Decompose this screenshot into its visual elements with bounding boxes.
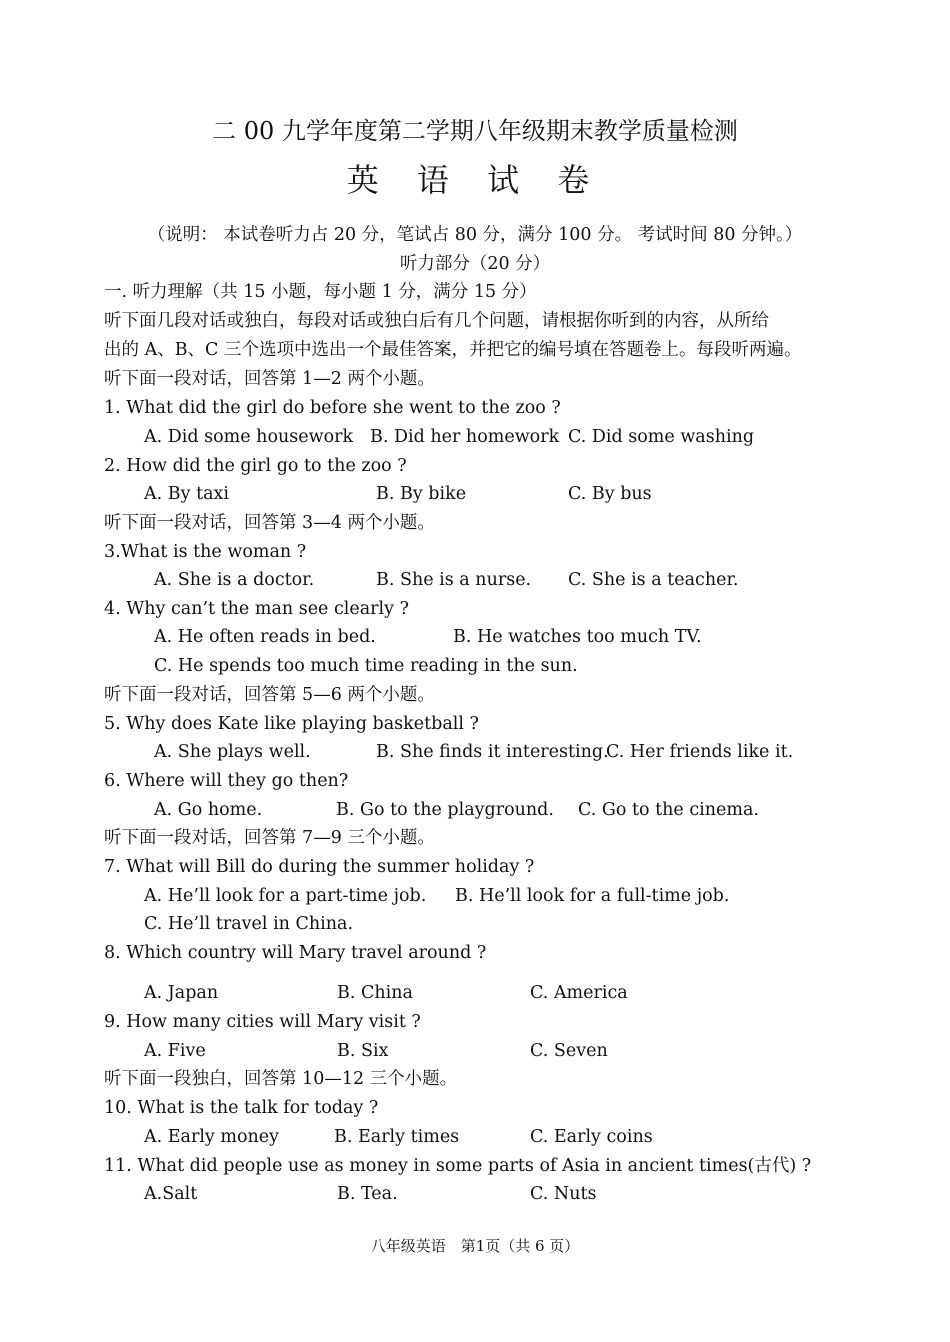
question-10: 10. What is the talk for today ? [104, 1098, 379, 1118]
option-2a: A. By taxi [144, 484, 230, 504]
option-10a: A. Early money [144, 1127, 280, 1147]
exam-note: （说明： 本试卷听力占 20 分，笔试占 80 分，满分 100 分。 考试时间 80 分钟。） [147, 225, 803, 245]
option-5a: A. She plays well. [154, 742, 311, 762]
option-4b: B. He watches too much TV. [453, 627, 702, 647]
question-9: 9. How many cities will Mary visit ? [104, 1012, 421, 1032]
part1-instruction-line2: 出的 A、B、C 三个选项中选出一个最佳答案，并把它的编号填在答题卷上。每段听两遍。 [104, 340, 802, 360]
option-5b: B. She finds it interesting. [376, 742, 609, 762]
option-8c: C. America [530, 983, 628, 1003]
option-2b: B. By bike [376, 484, 467, 504]
dialog-label: 听下面一段对话，回答第 5—6 两个小题。 [104, 685, 435, 705]
option-2c: C. By bus [568, 484, 652, 504]
option-4c: C. He spends too much time reading in the sun. [154, 656, 578, 676]
option-11c: C. Nuts [530, 1184, 597, 1204]
option-3c: C. She is a teacher. [568, 570, 739, 590]
option-5c: C. Her friends like it. [606, 742, 794, 762]
option-10b: B. Early times [334, 1127, 460, 1147]
question-8: 8. Which country will Mary travel around ? [104, 943, 487, 963]
option-11b: B. Tea. [337, 1184, 398, 1204]
option-8b: B. China [337, 983, 413, 1003]
page-footer: 八年级英语 第1页（共 6 页） [370, 1237, 580, 1255]
option-10c: C. Early coins [530, 1127, 653, 1147]
option-4a: A. He often reads in bed. [154, 627, 376, 647]
option-1c: C. Did some washing [568, 427, 755, 447]
question-7: 7. What will Bill do during the summer holiday ? [104, 857, 535, 877]
option-7c: C. He’ll travel in China. [144, 914, 354, 934]
question-11: 11. What did people use as money in some parts of Asia in ancient times(古代) ? [104, 1156, 812, 1176]
option-9b: B. Six [337, 1041, 389, 1061]
option-7b: B. He’ll look for a full-time job. [455, 886, 730, 906]
option-7a: A. He’ll look for a part-time job. [144, 886, 427, 906]
question-3: 3.What is the woman ? [104, 542, 307, 562]
question-4: 4. Why can’t the man see clearly ? [104, 599, 409, 619]
question-6: 6. Where will they go then? [104, 771, 349, 791]
option-3a: A. She is a doctor. [154, 570, 315, 590]
option-9a: A. Five [144, 1041, 206, 1061]
dialog-label: 听下面一段独白，回答第 10—12 三个小题。 [104, 1069, 458, 1089]
question-5: 5. Why does Kate like playing basketball ? [104, 714, 479, 734]
option-1a: A. Did some housework [144, 427, 354, 447]
option-6a: A. Go home. [154, 800, 263, 820]
question-2: 2. How did the girl go to the zoo ? [104, 456, 407, 476]
dialog-label: 听下面一段对话，回答第 1—2 两个小题。 [104, 369, 435, 389]
question-1: 1. What did the girl do before she went to the zoo ? [104, 398, 561, 418]
option-3b: B. She is a nurse. [376, 570, 532, 590]
exam-subtitle: 英 语 试 卷 [346, 161, 604, 199]
section-title: 听力部分（20 分） [399, 254, 551, 274]
exam-title: 二 00 九学年度第二学期八年级期末教学质量检测 [212, 117, 738, 145]
part1-heading: 一. 听力理解（共 15 小题，每小题 1 分，满分 15 分） [104, 282, 537, 302]
dialog-label: 听下面一段对话，回答第 3—4 两个小题。 [104, 513, 435, 533]
option-6b: B. Go to the playground. [336, 800, 554, 820]
dialog-label: 听下面一段对话，回答第 7—9 三个小题。 [104, 828, 435, 848]
part1-instruction-line1: 听下面几段对话或独白，每段对话或独白后有几个问题，请根据你听到的内容，从所给 [104, 311, 769, 331]
option-8a: A. Japan [144, 983, 219, 1003]
option-1b: B. Did her homework [370, 427, 560, 447]
option-11a: A.Salt [144, 1184, 198, 1204]
option-6c: C. Go to the cinema. [578, 800, 759, 820]
option-9c: C. Seven [530, 1041, 608, 1061]
